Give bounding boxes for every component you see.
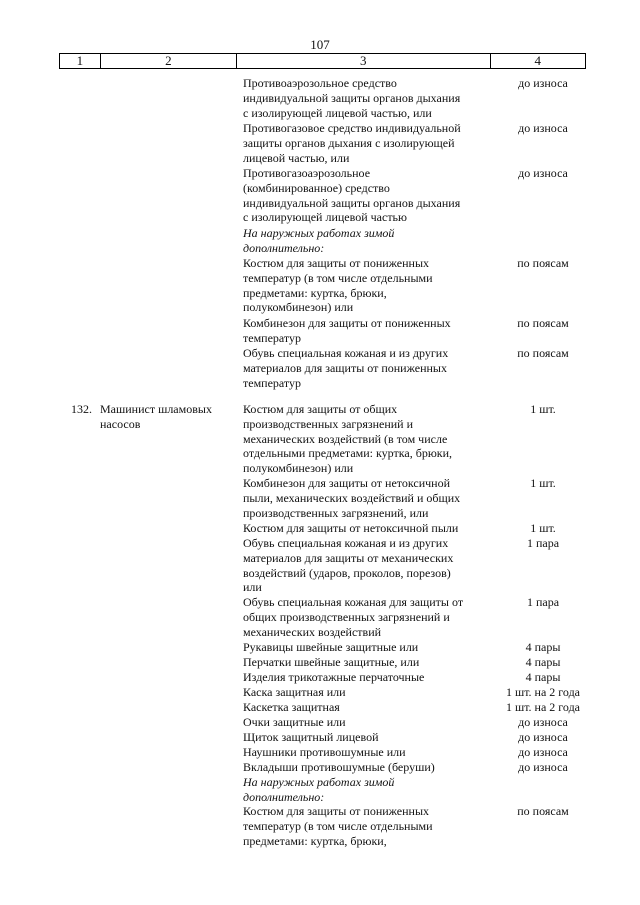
protective-item (243, 226, 488, 256)
item-line: На наружных работах зимой (243, 226, 395, 240)
item-line: с изолирующей лицевой частью, или (243, 105, 432, 120)
item-line: Костюм для защиты от пониженных (243, 804, 430, 818)
item-line: или (243, 580, 262, 595)
item-line: дополнительно: (243, 789, 325, 804)
item-line: Изделия трикотажные перчаточные (243, 670, 425, 684)
item-line: пыли, механических воздействий и общих (243, 490, 461, 505)
item-line: температур (в том числе отдельными (243, 818, 433, 833)
issue-norm: 1 шт. (530, 476, 556, 490)
issue-norm: 1 шт. (530, 402, 556, 416)
item-line: Обувь специальная кожаная и из других (243, 346, 449, 360)
item-line: Вкладыши противошумные (беруши) (243, 760, 435, 774)
item-line: защиты органов дыхания с изолирующей (243, 135, 455, 150)
protective-item (243, 730, 488, 745)
protective-item (243, 521, 488, 536)
position-line: насосов (100, 416, 141, 431)
issue-norm: до износа (518, 76, 568, 90)
issue-norm: 4 пары (525, 640, 561, 654)
item-line: Щиток защитный лицевой (243, 730, 379, 744)
issue-norm: 1 пара (526, 536, 560, 550)
issue-norm: по поясам (517, 804, 569, 818)
protective-item (243, 804, 488, 848)
issue-norm: 1 пара (526, 595, 560, 609)
issue-norm: до износа (518, 715, 568, 729)
protective-item (243, 346, 488, 390)
item-line: Перчатки швейные защитные, или (243, 655, 420, 669)
issue-norm: до износа (518, 730, 568, 744)
issue-norm: по поясам (517, 346, 569, 360)
item-line: индивидуальной защиты органов дыхания (243, 195, 461, 210)
header-col-1: 1 (60, 54, 101, 68)
item-line: Очки защитные или (243, 715, 346, 729)
table-header (59, 53, 586, 69)
item-line: (комбинированное) средство (243, 180, 390, 195)
item-line: Наушники противошумные или (243, 745, 406, 759)
item-line: Каскетка защитная (243, 700, 340, 714)
protective-item (243, 536, 488, 595)
item-line: температур (243, 375, 302, 390)
protective-item (243, 640, 488, 655)
issue-norm: 1 шт. на 2 года (505, 700, 581, 714)
protective-item (243, 595, 488, 639)
row-number: 132. (71, 402, 92, 416)
header-col-2: 2 (101, 54, 237, 68)
header-col-3: 3 (237, 54, 491, 68)
protective-item (243, 316, 488, 346)
item-line: температур (в том числе отдельными (243, 270, 433, 285)
protective-item (243, 655, 488, 670)
item-line: общих производственных загрязнений и (243, 609, 450, 624)
item-line: механических воздействий (243, 624, 382, 639)
item-line: полукомбинезон) или (243, 461, 354, 476)
item-line: Комбинезон для защиты от пониженных (243, 316, 451, 330)
item-line: Противогазоаэрозольное (243, 166, 371, 180)
protective-item (243, 685, 488, 700)
issue-norm: 1 шт. на 2 года (505, 685, 581, 699)
item-line: воздействий (ударов, проколов, порезов) (243, 565, 451, 580)
header-col-4: 4 (534, 53, 541, 68)
item-line: с изолирующей лицевой частью (243, 210, 407, 225)
protective-item (243, 166, 488, 225)
issue-norm: 4 пары (525, 670, 561, 684)
protective-item (243, 745, 488, 760)
item-line: дополнительно: (243, 240, 325, 255)
protective-item (243, 700, 488, 715)
position-name (100, 402, 235, 432)
position-line: Машинист шламовых (100, 402, 212, 416)
item-line: Комбинезон для защиты от нетоксичной (243, 476, 451, 490)
issue-norm: до износа (518, 166, 568, 180)
item-line: производственных загрязнений и (243, 416, 414, 431)
item-line: Обувь специальная кожаная и из других (243, 536, 449, 550)
protective-item (243, 256, 488, 315)
issue-norm: 1 шт. (530, 521, 556, 535)
item-line: Противогазовое средство индивидуальной (243, 121, 461, 135)
item-line: предметами: куртка, брюки, (243, 285, 387, 300)
item-line: предметами: куртка, брюки, (243, 833, 387, 848)
item-line: Рукавицы швейные защитные или (243, 640, 419, 654)
issue-norm: до износа (518, 760, 568, 774)
issue-norm: по поясам (517, 256, 569, 270)
issue-norm: 4 пары (525, 655, 561, 669)
issue-norm: до износа (518, 121, 568, 135)
protective-item (243, 715, 488, 730)
item-line: индивидуальной защиты органов дыхания (243, 90, 461, 105)
item-line: механических воздействий (в том числе (243, 431, 448, 446)
item-line: Каска защитная или (243, 685, 346, 699)
item-line: Костюм для защиты от нетоксичной пыли (243, 521, 459, 535)
item-line: материалов для защиты от механических (243, 550, 454, 565)
issue-norm: до износа (518, 745, 568, 759)
item-line: температур (243, 330, 302, 345)
protective-item (243, 76, 488, 120)
protective-item (243, 670, 488, 685)
item-line: лицевой частью, или (243, 150, 350, 165)
protective-item (243, 402, 488, 476)
item-line: производственных загрязнений, или (243, 505, 429, 520)
protective-item (243, 121, 488, 165)
item-line: материалов для защиты от пониженных (243, 360, 447, 375)
protective-item (243, 775, 488, 805)
protective-item (243, 760, 488, 775)
item-line: На наружных работах зимой (243, 775, 395, 789)
item-line: Обувь специальная кожаная для защиты от (243, 595, 464, 609)
item-line: полукомбинезон) или (243, 300, 354, 315)
item-line: Костюм для защиты от общих (243, 402, 398, 416)
issue-norm: по поясам (517, 316, 569, 330)
protective-item (243, 476, 488, 520)
item-line: Противоаэрозольное средство (243, 76, 397, 90)
page-number: 107 (310, 37, 330, 52)
item-line: отдельными предметами: куртка, брюки, (243, 446, 453, 461)
item-line: Костюм для защиты от пониженных (243, 256, 430, 270)
